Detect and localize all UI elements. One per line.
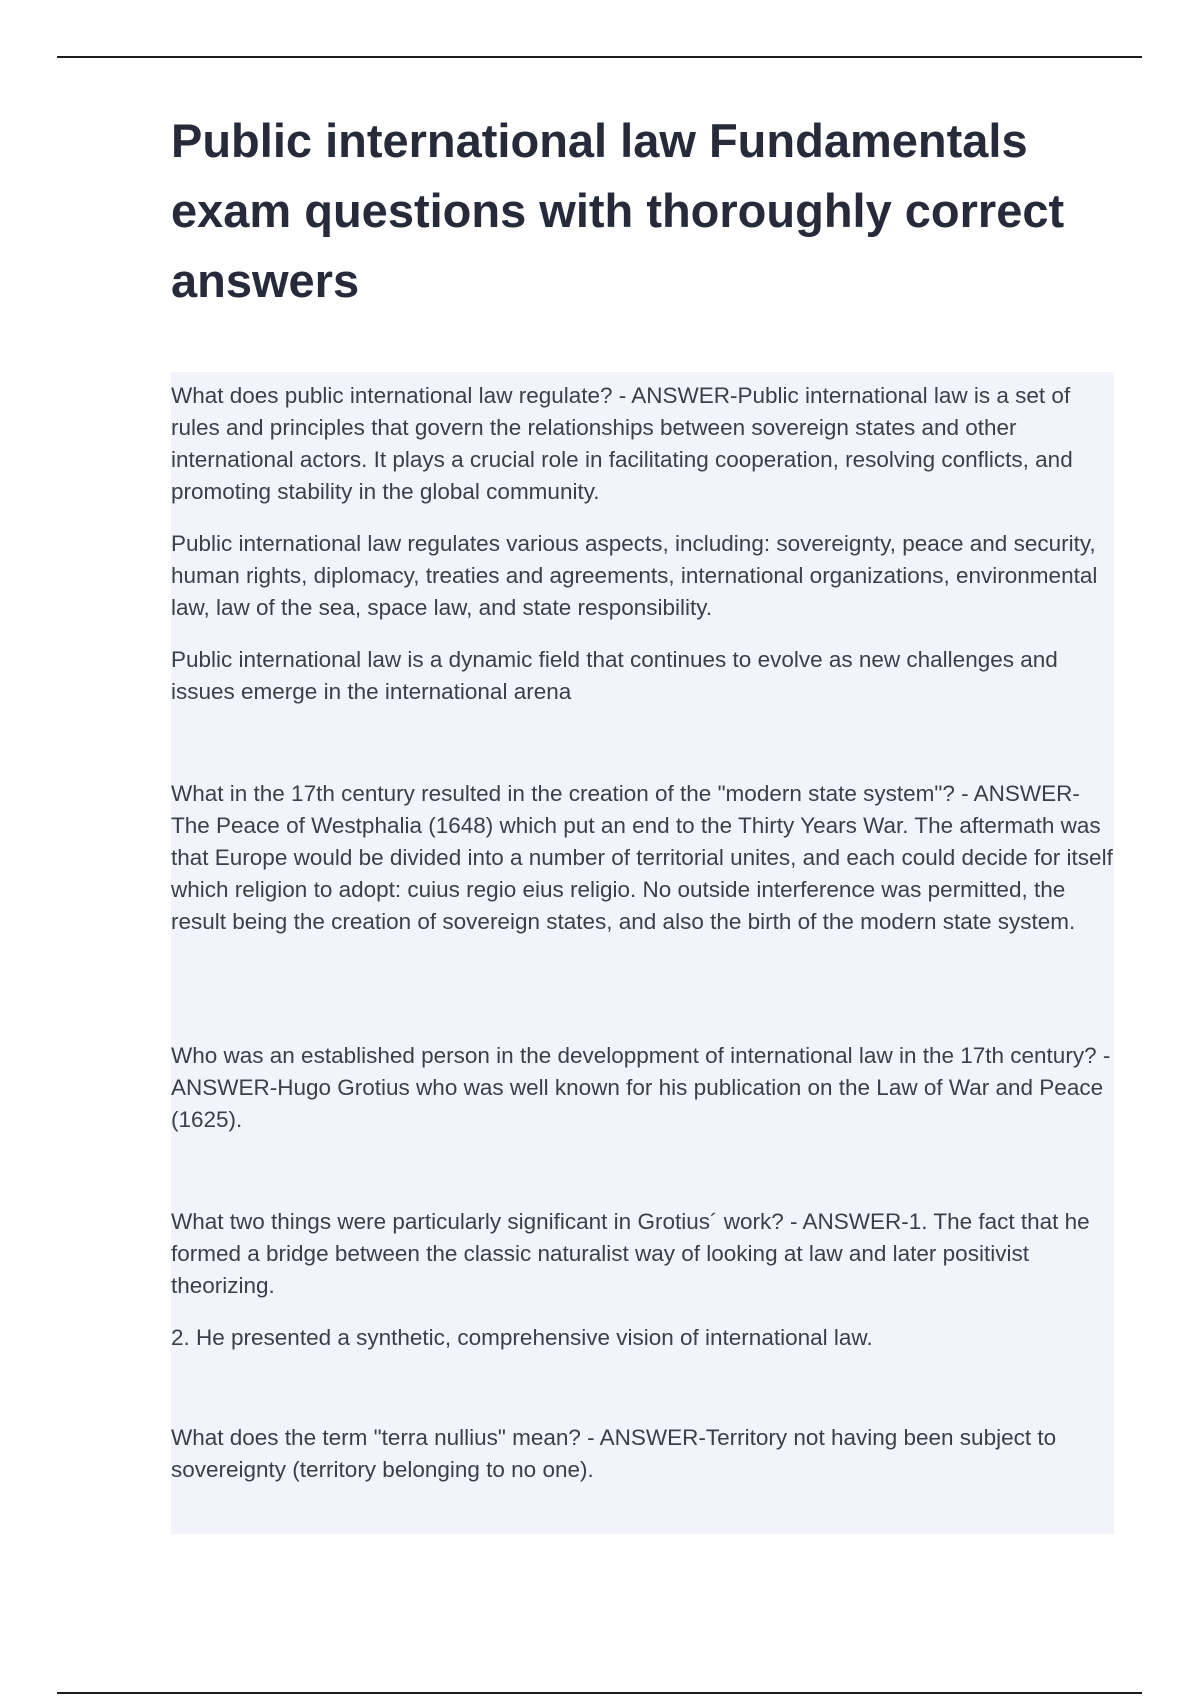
- qa-paragraph: Who was an established person in the developpment of international law in the 17th century? - ANSWER-Hugo Grotius who was well known for his publication on the Law of War and Peace (1625).: [171, 1043, 1111, 1132]
- qa-paragraph: What in the 17th century resulted in the creation of the "modern state system"? - ANSWER-The Peace of Westphalia (1648) which put an end to the Thirty Years War. The aftermath was that Europe would be divided into a number of territorial unites, and each could decide for itself which religion to adopt: cuius regio eius religio. No outside interference was permitted, the result being the creation of sovereign states, and also the birth of the modern state system.: [171, 781, 1113, 934]
- qa-item: [171, 1206, 1114, 1354]
- qa-paragraph: Public international law is a dynamic field that continues to evolve as new challenges and issues emerge in the international arena: [171, 647, 1058, 704]
- qa-paragraph: What does the term "terra nullius" mean? - ANSWER-Territory not having been subject to sovereignty (territory belonging to no one).: [171, 1425, 1057, 1482]
- qa-paragraph: What does public international law regulate? - ANSWER-Public international law is a set of rules and principles that govern the relationships between sovereign states and other international actors. It plays a crucial role in facilitating cooperation, resolving conflicts, and promoting stability in the global community.: [171, 383, 1073, 504]
- qa-paragraph: What two things were particularly significant in Grotius´ work? - ANSWER-1. The fact that he formed a bridge between the classic naturalist way of looking at law and later positivist theorizing.: [171, 1209, 1090, 1298]
- top-rule: [57, 56, 1142, 58]
- qa-content-area: [171, 372, 1114, 1534]
- qa-item: [171, 1422, 1114, 1486]
- qa-paragraph: Public international law regulates various aspects, including: sovereignty, peace and security, human rights, diplomacy, treaties and agreements, international organizations, environmental law, law of the sea, space law, and state responsibility.: [171, 531, 1098, 620]
- document-title: Public international law Fundamentals exam questions with thoroughly correct answers: [171, 114, 1065, 307]
- qa-item: [171, 778, 1114, 938]
- qa-paragraph: 2. He presented a synthetic, comprehensive vision of international law.: [171, 1325, 873, 1350]
- qa-item: [171, 1040, 1114, 1136]
- bottom-rule: [57, 1692, 1142, 1694]
- qa-item: [171, 380, 1114, 708]
